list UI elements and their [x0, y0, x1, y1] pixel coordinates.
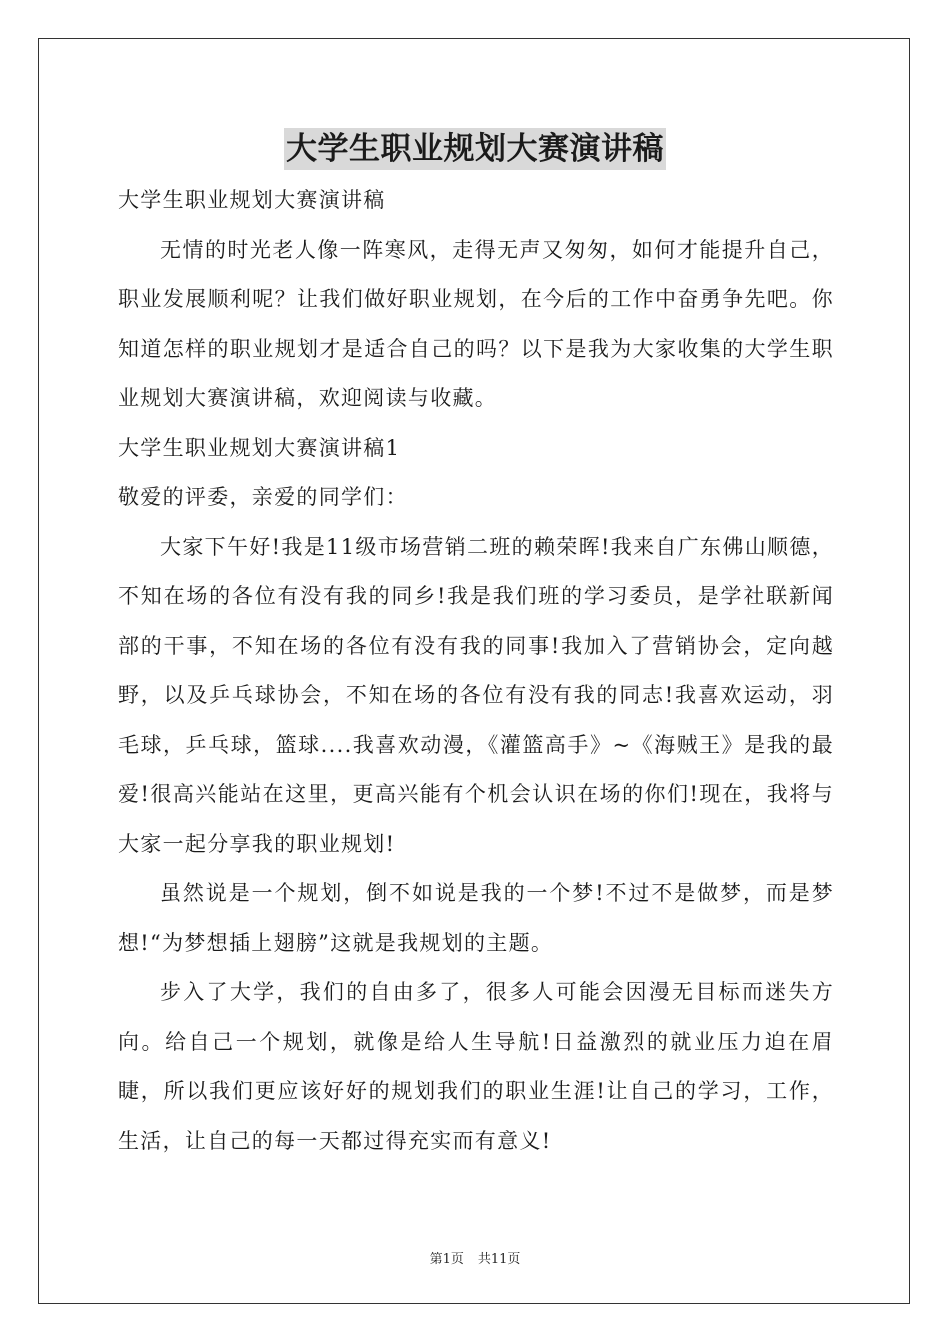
paragraph-planning: 步入了大学，我们的自由多了，很多人可能会因漫无目标而迷失方向。给自己一个规划，就像是给人生导航!日益激烈的就业压力迫在眉睫，所以我们更应该好好的规划我们的职业生涯!让自己的学习，工作，生活，让自己的每一天都过得充实而有意义!: [118, 980, 834, 1153]
paragraph-self-introduction: 大家下午好!我是11级市场营销二班的赖荣晖!我来自广东佛山顺德，不知在场的各位有没有我的同乡!我是我们班的学习委员，是学社联新闻部的干事，不知在场的各位有没有我的同事!我加入了营销协会，定向越野，以及乒乓球协会，不知在场的各位有没有我的同志!我喜欢运动，羽毛球，乒乓球，篮球....我喜欢动漫，《灌篮高手》~《海贼王》是我的最爱!很高兴能站在这里，更高兴能有个机会认识在场的你们!现在，我将与大家一起分享我的职业规划!: [118, 534, 834, 856]
document-body: [118, 176, 834, 1166]
document-title-block: [0, 128, 950, 170]
page-total: 共11页: [477, 1252, 521, 1267]
paragraph-theme: 虽然说是一个规划，倒不如说是我的一个梦!不过不是做梦，而是梦想!“为梦想插上翅膀”这就是我规划的主题。: [118, 881, 834, 955]
page-number: 第1页: [429, 1252, 464, 1267]
document-title: 大学生职业规划大赛演讲稿: [284, 128, 666, 170]
paragraph-section-heading: 大学生职业规划大赛演讲稿1: [118, 435, 401, 460]
paragraph-intro: 无情的时光老人像一阵寒风，走得无声又匆匆，如何才能提升自己，职业发展顺利呢？让我们做好职业规划，在今后的工作中奋勇争先吧。你知道怎样的职业规划才是适合自己的吗？以下是我为大家收集的大学生职业规划大赛演讲稿，欢迎阅读与收藏。: [118, 237, 834, 410]
paragraph-salutation: 敬爱的评委，亲爱的同学们：: [118, 485, 408, 509]
paragraph-subtitle: 大学生职业规划大赛演讲稿: [118, 188, 386, 212]
page-footer: [0, 1248, 950, 1267]
